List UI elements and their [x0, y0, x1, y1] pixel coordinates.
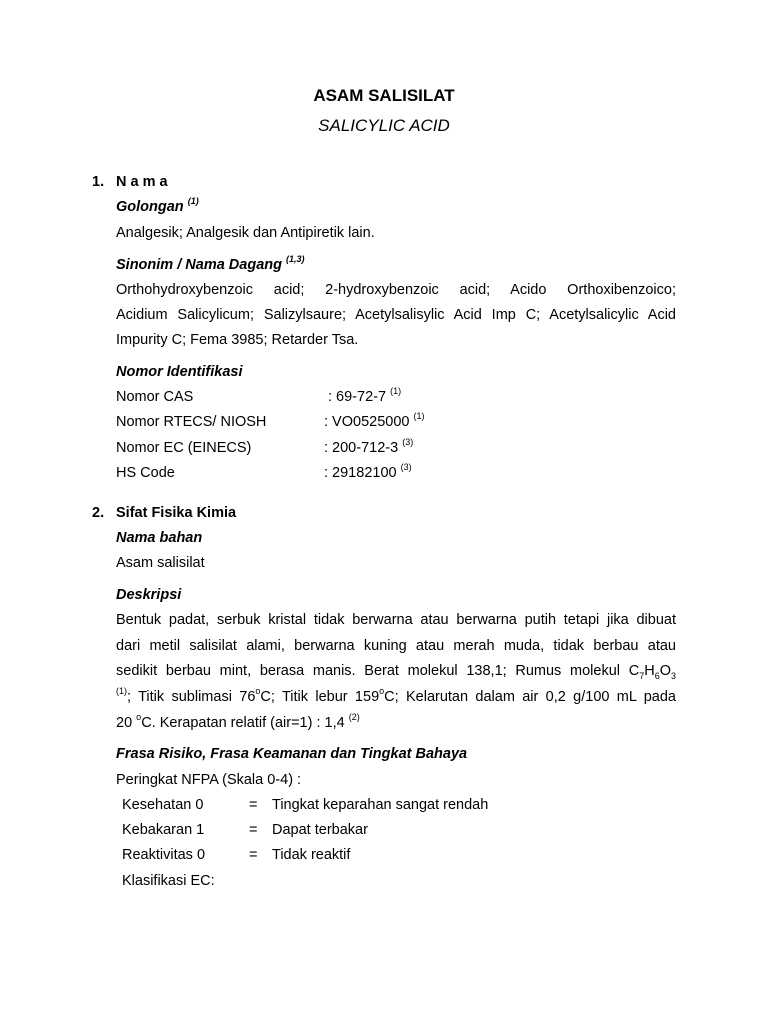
- deskripsi-ref: (1): [116, 686, 127, 697]
- nfpa-row-name: Kebakaran 1: [122, 822, 205, 838]
- golongan-label: [116, 196, 199, 215]
- golongan-text: Analgesik; Analgesik dan Antipiretik lain.: [116, 225, 375, 241]
- nfpa-row-name: Reaktivitas 0: [122, 847, 206, 863]
- id-row-value-text: : 200-712-3: [324, 440, 399, 456]
- id-row-name: Nomor EC (EINECS): [116, 440, 252, 456]
- id-row-name: Nomor CAS: [116, 389, 194, 405]
- klasifikasi-ec: Klasifikasi EC:: [122, 873, 215, 889]
- section-2-number: 2.: [92, 505, 105, 521]
- id-row-name: HS Code: [116, 465, 175, 481]
- nfpa-row-desc: Dapat terbakar: [272, 822, 368, 838]
- sinonim-line-2: Acidium Salicylicum; Salizylsaure; Acetylsalisylic Acid Imp C; Acetylsalicylic Acid: [116, 307, 676, 323]
- nfpa-row-eq: =: [249, 822, 258, 838]
- formula-element: O: [659, 663, 671, 679]
- formula-element: H: [644, 663, 655, 679]
- degree-sign: o: [136, 712, 142, 723]
- deskripsi-text: 20: [116, 715, 137, 731]
- deskripsi-label: Deskripsi: [116, 587, 182, 603]
- deskripsi-text: sedikit berbau mint, berasa manis. Berat molekul 138,1; Rumus molekul C: [116, 663, 640, 679]
- deskripsi-text: C. Kerapatan relatif (air=1) : 1,4: [141, 715, 349, 731]
- id-row-ref: (3): [400, 462, 412, 473]
- nfpa-row-eq: =: [249, 847, 258, 863]
- sinonim-label: [116, 254, 305, 273]
- id-row-ref: (3): [402, 437, 414, 448]
- golongan-ref: (1): [187, 196, 199, 207]
- formula-subscript: 6: [654, 670, 660, 681]
- page-title: ASAM SALISILAT: [313, 86, 455, 105]
- id-row-value: [324, 411, 425, 430]
- section-1-number: 1.: [92, 174, 105, 190]
- formula-subscript: 3: [670, 670, 676, 681]
- identifikasi-label: Nomor Identifikasi: [116, 364, 243, 380]
- page-subtitle: SALICYLIC ACID: [318, 116, 450, 135]
- nama-bahan-label: Nama bahan: [116, 530, 203, 546]
- nfpa-row-desc: Tingkat keparahan sangat rendah: [272, 797, 489, 813]
- deskripsi-line-4: [116, 686, 676, 705]
- degree-sign: o: [379, 686, 385, 697]
- frasa-label: Frasa Risiko, Frasa Keamanan dan Tingkat Bahaya: [116, 746, 468, 762]
- sinonim-line-1: Orthohydroxybenzoic acid; 2-hydroxybenzoic acid; Acido Orthoxibenzoico;: [116, 282, 676, 298]
- sinonim-line-3: Impurity C; Fema 3985; Retarder Tsa.: [116, 332, 359, 348]
- nfpa-heading: Peringkat NFPA (Skala 0-4) :: [116, 772, 302, 788]
- id-row-value: [324, 437, 414, 456]
- id-row-ref: (1): [413, 411, 425, 422]
- sinonim-ref: (1,3): [286, 254, 305, 265]
- formula-subscript: 7: [639, 670, 645, 681]
- id-row-value-text: : 69-72-7: [328, 389, 387, 405]
- deskripsi-text: ; Titik sublimasi 76: [127, 689, 256, 705]
- degree-sign: o: [255, 686, 261, 697]
- section-1-heading: N a m a: [116, 174, 168, 190]
- id-row-value-text: : 29182100: [324, 465, 397, 481]
- id-row-value-text: : VO0525000: [324, 414, 410, 430]
- sinonim-label-text: Sinonim / Nama Dagang: [116, 257, 282, 273]
- id-row-value: [328, 386, 402, 405]
- golongan-label-text: Golongan: [116, 199, 184, 215]
- deskripsi-line-2: dari metil salisilat alami, berwarna kuning atau merah muda, tidak berbau atau: [116, 638, 676, 654]
- deskripsi-line-3: [116, 663, 676, 679]
- deskripsi-text: C; Kelarutan dalam air 0,2 g/100 mL pada: [384, 689, 676, 705]
- nama-bahan-text: Asam salisilat: [116, 555, 205, 571]
- id-row-ref: (1): [390, 386, 402, 397]
- deskripsi-ref: (2): [348, 712, 360, 723]
- id-row-name: Nomor RTECS/ NIOSH: [116, 414, 267, 430]
- deskripsi-line-5: [116, 712, 360, 731]
- section-2-heading: Sifat Fisika Kimia: [116, 505, 237, 521]
- deskripsi-line-1: Bentuk padat, serbuk kristal tidak berwarna atau berwarna putih tetapi jika dibuat: [116, 612, 676, 628]
- nfpa-row-eq: =: [249, 797, 258, 813]
- nfpa-row-desc: Tidak reaktif: [272, 847, 351, 863]
- nfpa-row-name: Kesehatan 0: [122, 797, 204, 813]
- deskripsi-text: C; Titik lebur 159: [260, 689, 380, 705]
- id-row-value: [324, 462, 412, 481]
